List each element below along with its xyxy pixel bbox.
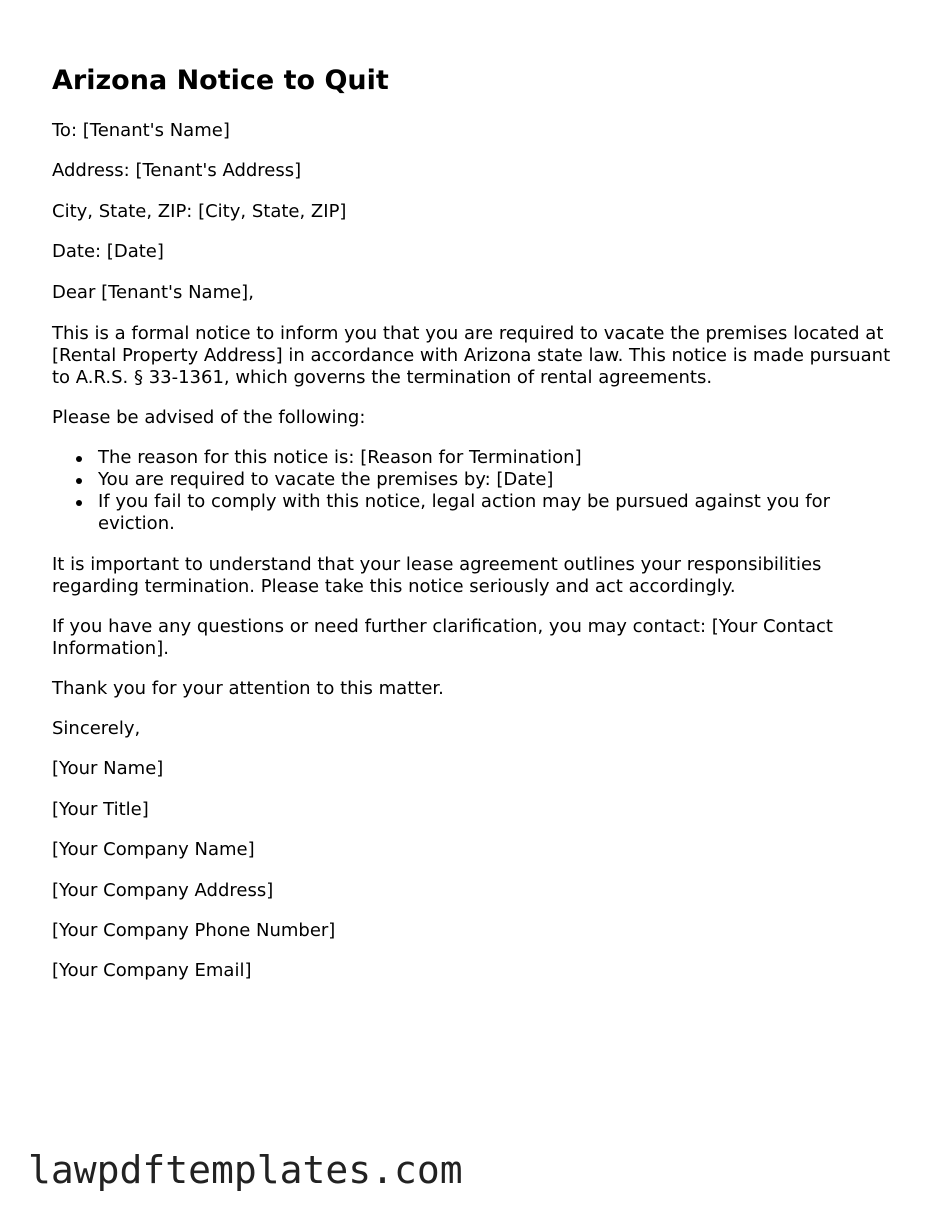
bullet-dot-icon [76,456,82,462]
contact-paragraph: If you have any questions or need further clarification, you may contact: [Your Contact Information]. [52,616,833,659]
signature-company-address: [Your Company Address] [52,880,274,901]
bullet-dot-icon [76,500,82,506]
bullet-vacate-date [52,469,892,491]
site-watermark: lawpdftemplates.com [28,1148,463,1192]
notice-bullet-list [52,447,892,535]
bullet-reason [52,447,892,469]
signature-company-name: [Your Company Name] [52,839,255,860]
bullet-text: If you fail to comply with this notice, legal action may be pursued against you for eviction. [98,491,831,534]
thanks-line: Thank you for your attention to this matter. [52,678,444,699]
closing-line: Sincerely, [52,718,141,739]
signature-name: [Your Name] [52,758,164,779]
address-line: Address: [Tenant's Address] [52,160,302,181]
to-line: To: [Tenant's Name] [52,120,230,141]
bullet-legal-action [52,491,892,535]
salutation: Dear [Tenant's Name], [52,282,254,303]
document-title: Arizona Notice to Quit [52,65,389,96]
lease-paragraph: It is important to understand that your lease agreement outlines your responsibilities regarding termination. Please take this notice seriously and act accordingly. [52,554,822,597]
signature-company-email: [Your Company Email] [52,960,252,981]
date-line: Date: [Date] [52,241,164,262]
bullet-text: The reason for this notice is: [Reason for Termination] [98,447,582,468]
advised-line: Please be advised of the following: [52,407,366,428]
intro-paragraph: This is a formal notice to inform you that you are required to vacate the premises located at [Rental Property Address] in accordance with Arizona state law. This notice is made pursuant to A.R.S. § 33-1361, which governs the termination of rental agreements. [52,323,891,388]
city-state-zip-line: City, State, ZIP: [City, State, ZIP] [52,201,347,222]
signature-company-phone: [Your Company Phone Number] [52,920,336,941]
signature-title: [Your Title] [52,799,149,820]
bullet-dot-icon [76,478,82,484]
bullet-text: You are required to vacate the premises by: [Date] [98,469,554,490]
